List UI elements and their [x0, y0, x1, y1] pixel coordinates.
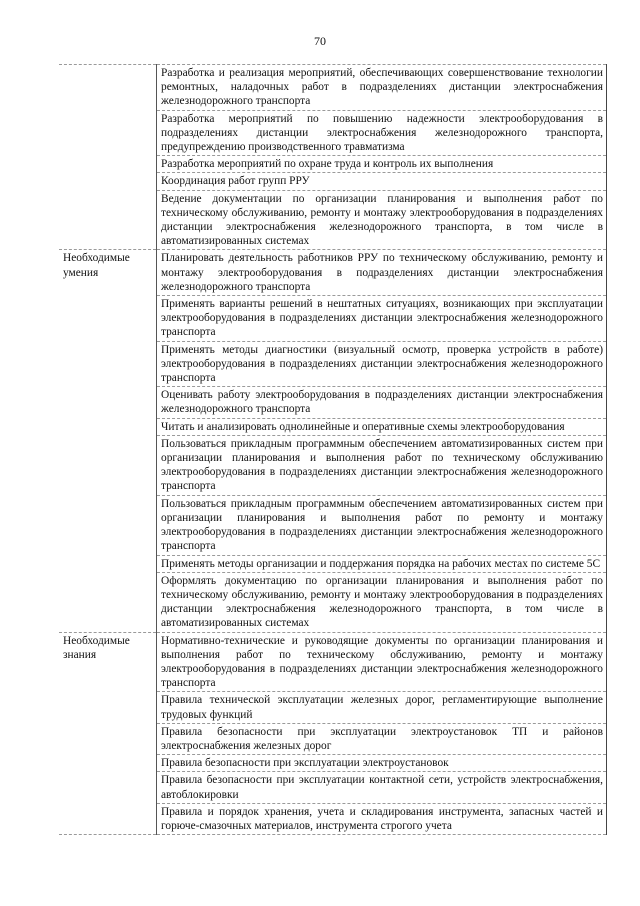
- table-cell: Разработка мероприятий по охране труда и контроль их выполнения: [157, 156, 607, 173]
- table-cell: Читать и анализировать однолинейные и оперативные схемы электрооборудования: [157, 418, 607, 435]
- table-cell: Правила технической эксплуатации железных дорог, регламентирующие выполнение трудовых функций: [157, 692, 607, 723]
- table-cell: Оформлять документацию по организации планирования и выполнения работ по техническому обслуживанию, ремонту и монтажу электрооборудования в подразделениях дистанции электроснабжения железнодорожного транспорта, в том числе в автоматизированных системах: [157, 572, 607, 632]
- table-cell: Применять варианты решений в нештатных ситуациях, возникающих при эксплуатации электрооборудования в подразделениях дистанции электроснабжения железнодорожного транспорта: [157, 296, 607, 342]
- table-row: [59, 250, 607, 296]
- table-cell: Правила безопасности при эксплуатации контактной сети, устройств электроснабжения, автоблокировки: [157, 772, 607, 803]
- table-cell: Оценивать работу электрооборудования в подразделениях дистанции электроснабжения железнодорожного транспорта: [157, 387, 607, 418]
- table-cell: Применять методы диагностики (визуальный осмотр, проверка устройств в работе) электрооборудования в подразделениях дистанции электроснабжения железнодорожного транспорта: [157, 341, 607, 387]
- table-cell: Правила безопасности при эксплуатации электроустановок ТП и районов электроснабжения железных дорог: [157, 723, 607, 754]
- table-cell: Координация работ групп РРУ: [157, 173, 607, 190]
- page-number: 70: [314, 34, 326, 48]
- table-cell: Нормативно-технические и руководящие документы по организации планирования и выполнения работ по техническому обслуживанию, ремонту и монтажу электрооборудования в подразделениях дистанции электроснабжения железнодорожного транспорта: [157, 632, 607, 692]
- table-row: [59, 65, 607, 111]
- table-cell: Применять методы организации и поддержания порядка на рабочих местах по системе 5С: [157, 555, 607, 572]
- requirements-table: [59, 64, 607, 835]
- section-label: Необходимые умения: [59, 250, 157, 632]
- table-cell: Пользоваться прикладным программным обеспечением автоматизированных систем при организации планирования и выполнения работ по техническому обслуживанию электрооборудования в подразделениях дистанции электроснабжения железнодорожного транспорта: [157, 435, 607, 495]
- table-cell: Разработка мероприятий по повышению надежности электрооборудования в подразделениях дистанции электроснабжения железнодорожного транспорта, предупреждению производственного травматизма: [157, 110, 607, 156]
- table-cell: Пользоваться прикладным программным обеспечением автоматизированных систем при организации планирования и выполнения работ по ремонту и монтажу электрооборудования в подразделениях дистанции электроснабжения железнодорожного транспорта: [157, 495, 607, 555]
- table-row: [59, 632, 607, 692]
- table-cell: Правила безопасности при эксплуатации электроустановок: [157, 755, 607, 772]
- table-cell: Правила и порядок хранения, учета и складирования инструмента, запасных частей и горюче-смазочных материалов, инструмента строгого учета: [157, 803, 607, 834]
- table-cell: Ведение документации по организации планирования и выполнения работ по техническому обслуживанию, ремонту и монтажу электрооборудования в подразделениях дистанции электроснабжения железнодорожного транспорта, в том числе в автоматизированных системах: [157, 190, 607, 250]
- table-cell: Планировать деятельность работников РРУ по техническому обслуживанию, ремонту и монтажу электрооборудования в подразделениях дистанции электроснабжения железнодорожного транспорта: [157, 250, 607, 296]
- section-label: [59, 65, 157, 250]
- table-cell: Разработка и реализация мероприятий, обеспечивающих совершенствование технологии ремонтных, наладочных работ в подразделениях дистанции электроснабжения железнодорожного транспорта: [157, 65, 607, 111]
- section-label: Необходимые знания: [59, 632, 157, 835]
